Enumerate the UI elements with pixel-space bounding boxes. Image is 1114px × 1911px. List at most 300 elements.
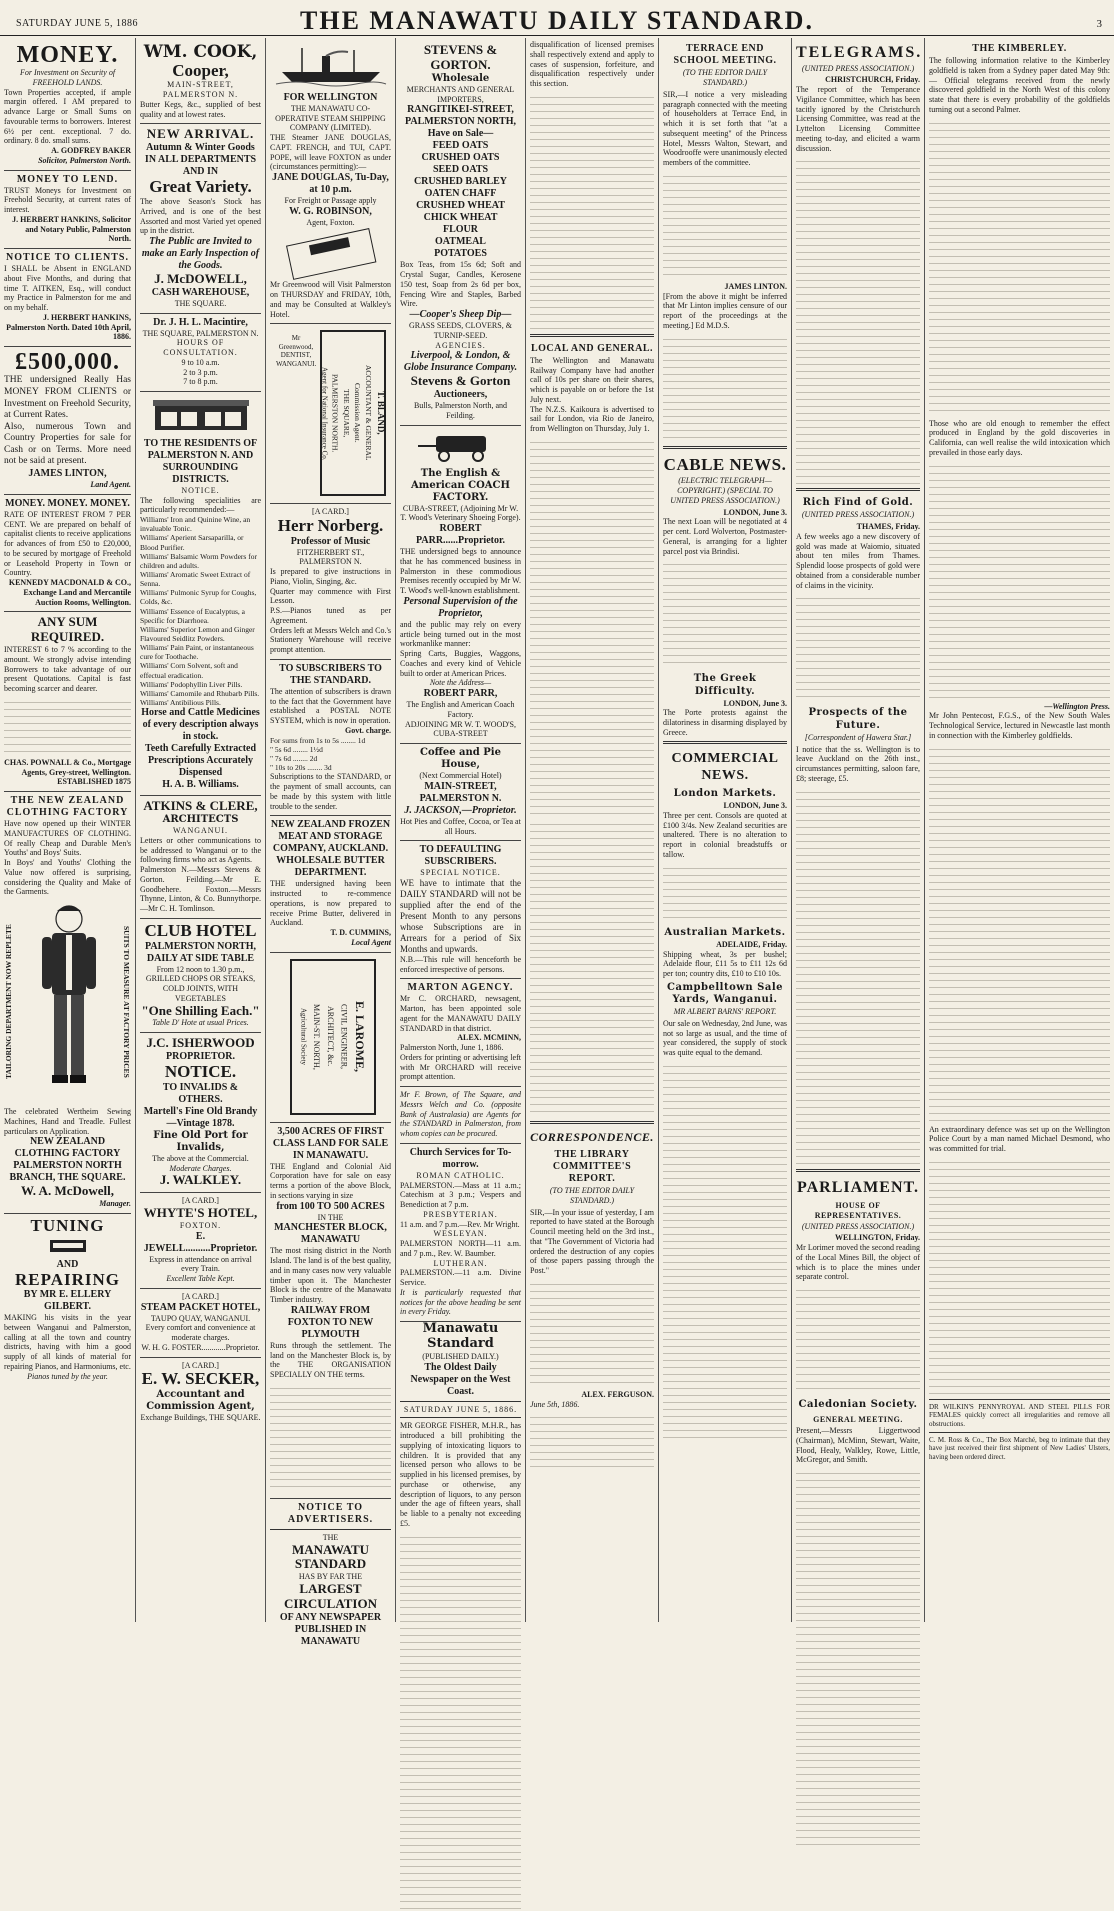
ad-well-title: FOR WELLINGTON — [283, 91, 378, 103]
ad-steam-addr: TAUPO QUAY, WANGANUI. — [150, 1313, 251, 1323]
ad-acres-in: IN THE — [317, 1212, 344, 1222]
list-item: Williams' Aromatic Sweet Extract of Senna. — [140, 570, 251, 589]
australian-title: Australian Markets. — [664, 926, 786, 938]
kimberley-body-lines-3 — [929, 743, 1110, 1123]
terrace-ed: [From the above it might be inferred that Mr Linton implies censure of our report of the proceedings at the meeting.] Ed M.D.S. — [663, 291, 787, 330]
ad-ish-brandy: Martell's Fine Old Brandy—Vintage 1878. — [143, 1105, 258, 1129]
ad-cpie-prop: J. JACKSON,—Proprietor. — [404, 804, 517, 816]
column-3 — [266, 38, 396, 1647]
ad-norberg-orders: Orders left at Messrs Welch and Co.'s Stationery Warehouse will receive prompt attention. — [270, 625, 391, 655]
church-pres-text: 11 a.m. and 7 p.m.—Rev. Mr Wright. — [400, 1219, 520, 1229]
local-general-text2: The N.Z.S. Kaikoura is advertised to sail for London, via Rio de Janeiro, from Wellington on Thursday, July 1. — [530, 404, 654, 434]
terrace-body-lines-2 — [663, 333, 787, 443]
ad-norberg — [270, 504, 391, 660]
ad-secker-sub: Accountant and Commission Agent, — [146, 1389, 255, 1413]
ad-ish-title: J.C. ISHERWOOD — [146, 1035, 255, 1051]
gold-title: Rich Find of Gold. — [802, 497, 914, 509]
ad-sg-sub2: MERCHANTS AND GENERAL IMPORTERS, — [406, 84, 515, 104]
ad-arrival-title: NEW ARRIVAL. — [146, 126, 255, 142]
ad-marton — [400, 979, 521, 1087]
ad-any-title: ANY SUM REQUIRED. — [30, 614, 105, 645]
ad-mws-pub: PUBLISHED IN MANAWATU — [294, 1624, 367, 1647]
ad-coach-factory — [400, 426, 521, 744]
ad-nz-sign: W. A. McDowell, — [20, 1183, 115, 1199]
kimberley-body-lines-4 — [929, 1156, 1110, 1396]
ad-acres-range: from 100 TO 500 ACRES — [276, 1200, 385, 1212]
ad-money-text: Town Properties accepted, if ample margin offered. I AM prepared to advance Large or Small Sums on favourable terms to borrowers. Interest 6½ per cent. exceptional. 7 do. ordinary. 8 do. small sums. — [4, 87, 131, 146]
correspondence-sub: THE LIBRARY COMMITTEE'S REPORT. — [552, 1148, 632, 1184]
ad-secker-card: [A CARD.] — [182, 1360, 219, 1370]
ad-arrival-invite: The Public are Invited to make an Early Inspection of the Goods. — [141, 236, 260, 271]
ad-sg-text: Box Teas, from 15s 6d; Soft and Crystal Sugar, Candles, Kerosene 150 test, Soap from 2s 6d per box, Fencing Wire and Staples, Barbed Wire. — [400, 260, 521, 309]
ad-money-sub: For Investment on Security of FREEHOLD LANDS. — [19, 68, 116, 87]
article-continued: disqualification of licensed premises shall respectively extend and apply to cases of suspension, forfeiture, and disqualification respectively under this section. — [530, 40, 654, 88]
ad-macintire — [140, 314, 261, 393]
ad-sg-sub: Wholesale — [431, 72, 490, 84]
commercial-title: COMMERCIAL NEWS. — [671, 750, 779, 783]
list-item: Williams' Podophyllin Liver Pills. — [140, 679, 243, 689]
ad-steam-card: [A CARD.] — [182, 1291, 219, 1301]
ad-sub-text: The attention of subscribers is drawn to the fact that the Government have established a POSTAL NOTE SYSTEM, which is now in operation. — [270, 686, 391, 726]
ad-well-sign2: Agent, Foxton. — [306, 217, 355, 227]
ad-cpie-addr: MAIN-STREET, PALMERSTON N. — [419, 780, 502, 804]
list-item: OATEN CHAFF — [424, 188, 497, 200]
ad-mws-the: THE — [322, 1532, 339, 1542]
list-item: Williams' Pain Paint, or instantaneous cure for Toothache. — [140, 643, 254, 662]
kimberley-body-lines — [929, 117, 1110, 417]
ad-mac-hours: HOURS OF CONSULTATION. — [163, 338, 238, 358]
ad-ish-mod: Moderate Charges. — [169, 1163, 232, 1173]
cable-text: The next Loan will be negotiated at 4 per cent. Lord Wolverton, Postmaster-General, is arranging for a lighter parcel post via Brindisi. — [663, 517, 787, 556]
column-5 — [526, 38, 659, 1622]
caledonian-title: Caledonian Society. — [798, 1399, 918, 1411]
ad-nz-branch: NEW ZEALAND CLOTHING FACTORY PALMERSTON NORTH BRANCH, THE SQUARE. — [9, 1136, 126, 1184]
ad-froz-sub: WHOLESALE BUTTER DEPARTMENT. — [276, 855, 385, 879]
ad-acres-text: THE England and Colonial Aid Corporation have for sale on easy terms a portion of the above Block, in sections varying in size — [270, 1161, 391, 1200]
column-8 — [925, 38, 1114, 1622]
correspondence-title: CORRESPONDENCE. — [530, 1129, 654, 1144]
local-general-body-lines-2 — [530, 818, 654, 1118]
editorial-body-lines — [400, 1531, 521, 1911]
ad-coach-text2: and the public may rely on every article being turned out in the most workmanlike manner: — [400, 619, 521, 649]
kimberley-body-lines-2 — [929, 460, 1110, 700]
ad-norberg-text2: Quarter may commence with First Lesson. — [270, 586, 391, 606]
telegrams-sub: (UNITED PRESS ASSOCIATION.) — [801, 63, 915, 73]
ad-frozen-meat — [270, 816, 391, 952]
card2-line: E. LAROME, — [353, 1000, 368, 1072]
ad-tuning-repairing: REPAIRING — [14, 1269, 121, 1289]
ad-mmm-sign: KENNEDY MACDONALD & CO., Exchange Land and Mercantile Auction Rooms, Wellington. — [8, 578, 131, 607]
ad-coach-sign2: The English and American Coach Factory. — [406, 700, 515, 719]
card1-line: THE SQUARE, — [341, 389, 351, 438]
column-2 — [136, 38, 266, 1622]
correspondence-date: June 5th, 1886. — [530, 1399, 580, 1409]
ad-sg-ins: Liverpool, & London, & Globe Insurance Company. — [403, 350, 518, 374]
ad-secker — [140, 1358, 261, 1427]
ad-card-rotated-2 — [270, 953, 391, 1123]
church-rc-text: PALMERSTON.—Mass at 11 a.m.; Catechism at 3 p.m.; Vespers and Benediction at 7 p.m. — [400, 1180, 521, 1210]
ad-coach-sign3: ADJOINING MR W. T. WOOD'S, CUBA-STREET — [404, 719, 516, 739]
ad-atkins-text: Letters or other communications to be addressed to Wanganui or to the following firms who act as Agents. — [140, 835, 261, 865]
editorial-text: MR GEORGE FISHER, M.H.R., has introduced a bill prohibiting the supplying of intoxicating liquors to children. It is provided that any licensed person who allows to be supplied in his licensed premises, by purchase or otherwise, any description of liquors, to any person under the age of fifteen years, shall be liable to a penalty not exceeding £5. — [400, 1421, 521, 1528]
ad-coach-text: THE undersigned begs to announce that he has commenced business in Palmerston in these commodious Premises recently occupied by Mr W. T. Wood's well-known establishment. — [400, 547, 521, 596]
list-item: CHICK WHEAT — [423, 212, 498, 224]
ad-nz-clothing — [4, 792, 131, 1214]
ad-ish-sign: J. WALKLEY. — [159, 1172, 242, 1188]
editorial — [400, 1322, 521, 1911]
ad-any-sign: CHAS. POWNALL & Co., Mortgage Agents, Grey-street, Wellington. ESTABLISHED 1875 — [4, 757, 131, 787]
ad-sg-seeds: GRASS SEEDS, CLOVERS, & TURNIP-SEED. — [409, 321, 512, 340]
ad-whyte-table: Excellent Table Kept. — [166, 1274, 235, 1284]
ad-500000-text2: Also, numerous Town and Country Properties for sale for Cash or on Terms. More need not be said at present. — [4, 421, 131, 467]
gold-body-lines — [796, 592, 920, 702]
ad-steam-prop: W. H. G. FOSTER............Proprietor. — [141, 1342, 260, 1352]
ad-froz-title: NEW ZEALAND FROZEN MEAT AND STORAGE COMPANY, AUCKLAND. — [270, 819, 391, 855]
correspondence-body-lines-2 — [530, 1411, 654, 1471]
correspondence-sign: ALEX. FERGUSON. — [581, 1389, 654, 1399]
ad-well-sign: W. G. ROBINSON, — [289, 205, 372, 217]
cable-body-lines — [663, 558, 787, 668]
kimberley-text4: An extraordinary defence was set up on the Wellington Police Court by a man named Michael Desmond, who was committed for trial. — [929, 1124, 1110, 1154]
church-rc: ROMAN CATHOLIC. — [416, 1170, 505, 1180]
ad-atkins-title: ATKINS & CLERE, — [143, 798, 258, 814]
list-item: Williams' Iron and Quinine Wine, an invaluable Tonic. — [140, 515, 251, 534]
campbelltown-sub: MR ALBERT BARNS' REPORT. — [673, 1007, 777, 1017]
ad-arrival-sign2: CASH WAREHOUSE, — [151, 286, 250, 298]
ad-well-freight: For Freight or Passage apply — [284, 196, 377, 205]
ad-card2-box — [290, 959, 376, 1115]
card1-line: ACCOUNTANT & GENERAL — [364, 365, 374, 461]
list-item: CRUSHED BARLEY — [413, 176, 508, 188]
ad-sg-auct3: Bulls, Palmerston North, and Feilding. — [413, 401, 508, 421]
ad-mar-sign: ALEX. MCMINN, — [457, 1033, 521, 1043]
card1-line: PALMERSTON NORTH. — [330, 374, 340, 453]
masthead — [0, 0, 1114, 36]
ad-ish-commerc: The above at the Commercial. — [152, 1153, 249, 1163]
ad-cpie-text: Hot Pies and Coffee, Cocoa, or Tea at all Hours. — [400, 816, 521, 836]
ad-nz-figure-box — [4, 897, 131, 1107]
column-4 — [396, 38, 526, 1622]
ad-williams-pres: Prescriptions Accurately Dispensed — [147, 755, 254, 779]
ad-cook — [140, 40, 261, 124]
ad-sub-title: TO SUBSCRIBERS TO THE STANDARD. — [279, 662, 382, 686]
ad-acres-text3: Runs through the settlement. The land on the Manchester Block is, by the THE ORGANISATION SPECIALLY ON THE terms. — [270, 1340, 391, 1379]
ad-def-sub: SPECIAL NOTICE. — [420, 868, 501, 878]
ad-sg-addr: RANGITIKEI-STREET, PALMERSTON NORTH, — [405, 104, 516, 128]
kimberley-title: THE KIMBERLEY. — [972, 43, 1067, 54]
ad-arrival-sign3: THE SQUARE. — [174, 298, 227, 308]
ad-sg-agencies: AGENCIES. — [435, 340, 486, 350]
ad-williams-sign: H. A. B. Williams. — [162, 779, 239, 791]
ad-mws-title: MANAWATU STANDARD — [291, 1541, 370, 1572]
local-general-text: The Wellington and Manawatu Railway Company have had another call of 10s per share on their shares, which is payable on or before the 1st July next. — [530, 355, 654, 404]
telegrams-body-lines — [796, 155, 920, 485]
parliament-body-lines — [796, 1284, 920, 1394]
card2-line: Agricultural Society — [299, 1008, 308, 1065]
ad-arrival-big: Great Variety. — [149, 177, 252, 197]
ad-money-sign2: Solicitor, Palmerston North. — [38, 155, 131, 165]
correspondence-to: (TO THE EDITOR DAILY STANDARD.) — [549, 1186, 635, 1205]
column-1 — [0, 38, 136, 1622]
shop-front-illustration — [151, 398, 251, 432]
ad-500000-text: THE undersigned Really Has MONEY FROM CLIENTS or Investment on Freehold Security, at Current Rates. — [4, 375, 131, 421]
church-title: Church Services for To-morrow. — [409, 1146, 512, 1170]
greek-title: The Greek Difficulty. — [693, 673, 757, 697]
card1-line: T. BLAND, — [376, 391, 387, 436]
cable-sub: (ELECTRIC TELEGRAPH—COPYRIGHT.) (SPECIAL TO UNITED PRESS ASSOCIATION.) — [670, 476, 780, 505]
editorial-pub: (PUBLISHED DAILY.) — [422, 1351, 499, 1361]
ad-brown-agents — [400, 1087, 521, 1144]
ad-500000-sign: JAMES LINTON, — [28, 468, 107, 479]
ad-norberg-sub: Professor of Music — [290, 535, 371, 547]
ad-whyte — [140, 1193, 261, 1289]
coach-illustration — [416, 432, 506, 462]
ad-notice-advertisers — [270, 1499, 391, 1652]
terrace-title: TERRACE END SCHOOL MEETING. — [673, 43, 777, 67]
ad-def-nb: N.B.—This rule will henceforth be enforced irrespective of persons. — [400, 954, 521, 974]
card1-line: Commission Agent. — [352, 383, 362, 444]
kimberley-text3: Mr John Pentecost, F.G.S., of the New South Wales Technological Service, lectured in Newcastle last month in connection with the Kimberley goldfields. — [929, 711, 1110, 740]
ad-tuning-foot: Pianos tuned by the year. — [27, 1371, 108, 1381]
parliament-text: Mr Lorimer moved the second reading of the Local Mines Bill, the object of which is to place the mines under separate control. — [796, 1243, 920, 1282]
ad-tuning-by: BY MR E. ELLERY GILBERT. — [23, 1289, 112, 1313]
commercial-sub: London Markets. — [673, 787, 777, 799]
ad-money — [4, 40, 131, 171]
ad-cpie-title: Coffee and Pie House, — [420, 747, 501, 771]
greek-date: LONDON, June 3. — [723, 698, 787, 708]
card1-line: Agent for National Insurance Co. — [320, 366, 329, 460]
ad-tuning-and: AND — [56, 1258, 79, 1270]
ad-well-text: THE Steamer JANE DOUGLAS, CAPT. FRENCH, and TUI, CAPT. POPE, will leave FOXTON as under (circumstances permitting):— — [270, 133, 391, 172]
gold-text: A few weeks ago a new discovery of gold was made at Waiomio, situated about ten miles from Thames. Splendid loose prospects of gold were obtained from a considerable number of claims in the vicinity. — [796, 531, 920, 590]
ad-ish-notice: NOTICE. — [164, 1062, 237, 1082]
column-7 — [792, 38, 925, 1622]
ad-500000-title: £500,000. — [15, 349, 120, 376]
ad-whyte-prop: E. JEWELL..........Proprietor. — [143, 1230, 258, 1254]
list-item: OATMEAL — [435, 236, 486, 248]
ad-sg-auct2: Auctioneers, — [433, 389, 488, 401]
parliament-title: PARLIAMENT. — [797, 1178, 919, 1196]
ad-nz-text2: In Boys' and Youths' Clothing the Value now offered is surprising, considering the Quality and Make of the Garments. — [4, 858, 131, 897]
parliament-sub2: (UNITED PRESS ASSOCIATION.) — [801, 1221, 915, 1231]
ad-steam-packet — [140, 1289, 261, 1358]
ad-nz-bottom: The celebrated Wertheim Sewing Machines, Hand and Treadle. Fullest particulars on Application. — [4, 1107, 131, 1136]
ad-mmm-text: RATE OF INTEREST FROM 7 PER CENT. We are prepared on behalf of capitalist clients to receive applications for advances of from £50 to £20,000, to be secured by mortgage of Freehold or Leasehold Property in Town or Country. — [4, 509, 131, 578]
ad-mws-largest: LARGEST CIRCULATION — [284, 1581, 377, 1612]
greek-text: The Porte protests against the dilatoriness in disarming displayed by Greece. — [663, 708, 787, 737]
ad-tuning — [4, 1214, 131, 1385]
ad-mac-h3: 7 to 8 p.m. — [183, 377, 218, 387]
ad-def-text: WE have to intimate that the DAILY STANDARD will not be supplied after the end of the Present Month to any persons whose Subscriptions are in Arrears for a period of Six Months and upwards. — [400, 878, 521, 954]
church-lut: LUTHERAN. — [433, 1258, 488, 1268]
list-item: Williams' Pulmonic Syrup for Coughs, Colds, &c. — [140, 588, 257, 607]
list-item: Williams' Antibilious Pills. — [140, 698, 221, 707]
ad-cook-trade: Cooper, — [172, 60, 229, 80]
ad-sg-auct: Stevens & Gorton — [410, 373, 511, 389]
page-number: 3 — [1096, 18, 1102, 30]
campbelltown-body-lines — [663, 1060, 787, 1440]
ad-norberg-card: [A CARD.] — [312, 507, 349, 517]
cable-date: LONDON, June 3. — [723, 507, 787, 517]
ad-sg-title: STEVENS & GORTON. — [423, 42, 498, 72]
correspondence-body-lines — [530, 1278, 654, 1388]
telegrams-date: CHRISTCHURCH, Friday. — [825, 75, 920, 85]
ad-lend-text: TRUST Moneys for Investment on Freehold Security, at current rates of interest. — [4, 185, 131, 215]
ad-nz-text: Have now opened up their WINTER MANUFACTURES OF CLOTHING. Of really Cheap and Durable Men's Youths' and Boys' Suits. — [4, 819, 131, 858]
ad-any-body-lines — [4, 696, 131, 756]
prospects-text: I notice that the ss. Wellington is to leave Auckland on the 26th inst., circumstances permitting, saloon fare, £8; steerage, £5. — [796, 744, 920, 783]
cable-title: CABLE NEWS. — [663, 454, 787, 474]
ad-cook-text: Butter Kegs, &c., supplied of best quality and at lowest rates. — [140, 99, 261, 119]
ad-coach-list: Spring Carts, Buggies, Waggons, Coaches and every kind of Vehicle built to order at American Prices. — [400, 649, 521, 678]
ad-mac-title: Dr. J. H. L. Macintire, — [153, 316, 248, 328]
ad-williams — [140, 392, 261, 796]
prospects-body-lines — [796, 786, 920, 1166]
ad-acres — [270, 1123, 391, 1499]
ad-money-money — [4, 495, 131, 613]
ad-coach-title: The English & American COACH FACTORY. — [411, 467, 510, 503]
ad-subscribers — [270, 660, 391, 816]
ad-arrival-sub: Autumn & Winter Goods IN ALL DEPARTMENTS AND IN — [144, 142, 257, 178]
list-item: FLOUR — [443, 224, 478, 236]
ad-mar-title: MARTON AGENCY. — [407, 982, 514, 994]
ad-notice-sign: J. HERBERT HANKINS, Palmerston North. Dated 10th April, 1886. — [6, 312, 131, 342]
ad-cook-addr: MAIN-STREET, PALMERSTON N. — [162, 80, 239, 100]
boy-suit-illustration — [24, 899, 114, 1104]
ad-cpie-sub: (Next Commercial Hotel) — [419, 771, 502, 781]
ad-money-sign: A. GODFREY BAKER — [51, 146, 131, 156]
church-note: It is particularly requested that notices for the above heading be sent in every Friday. — [400, 1287, 521, 1317]
ad-mws-of: OF ANY NEWSPAPER — [279, 1612, 382, 1623]
ad-well-foot: Mr Greenwood will Visit Palmerston on THURSDAY and FRIDAY, 10th, and may be Consulted at Walkley's Hotel. — [270, 280, 391, 319]
ad-ish-to: TO INVALIDS & OTHERS. — [162, 1081, 239, 1105]
ad-nz-side-left: TAILORING DEPARTMENT NOW REPLETE — [4, 924, 13, 1080]
ad-acres-text2: The most rising district in the North Island. The land is of the best quality, and in many cases now very valuable timber upon it. The Manchester Block is the centre of the Manawatu Timber industry. — [270, 1246, 391, 1304]
list-item: For sums from 1s to 5s ........ 1d — [270, 735, 366, 745]
ad-nz-side-right: SUITS TO MEASURE AT FACTORY PRICES — [122, 926, 131, 1079]
ad-williams-notice: NOTICE. — [181, 485, 220, 495]
ad-norberg-text: Is prepared to give instructions in Piano, Violin, Singing, &c. — [270, 567, 391, 586]
ad-notice-clients — [4, 249, 131, 347]
ad-froz-text: THE undersigned having been instructed to re-commence operations, is now prepared to receive Prime Butter, delivered in Auckland. — [270, 879, 391, 928]
ad-club-text: From 12 noon to 1.30 p.m., GRILLED CHOPS OR STEAKS, COLD JOINTS, WITH VEGETABLES — [145, 964, 256, 1003]
ad-card-rotated-1 — [270, 324, 391, 504]
gold-date: THAMES, Friday. — [856, 522, 920, 532]
ad-ish-sub: PROPRIETOR. — [166, 1051, 235, 1063]
ad-club-hotel — [140, 919, 261, 1033]
ad-club-title: CLUB HOTEL — [144, 920, 257, 940]
terrace-sign: JAMES LINTON. — [724, 281, 787, 291]
prospects-title: Prospects of the Future. — [808, 707, 908, 731]
list-item: " 5s 6d ........ 1½d — [270, 744, 323, 754]
piano-icon — [48, 1236, 88, 1256]
ad-tuning-text: MAKING his visits in the year between Wanganui and Palmerston, calling at all the town and country districts, having with him a good supply of all kinds of material for repairing Pianos, and Harmoniums, etc. — [4, 1313, 131, 1371]
ad-mac-addr: THE SQUARE, PALMERSTON N. — [142, 328, 259, 338]
ad-williams-teeth: Teeth Carefully Extracted — [144, 743, 257, 755]
church-wes: WESLEYAN. — [433, 1229, 488, 1239]
australian-text: Shipping wheat, 3s per bushel; Adelaide flour, £11 5s to £11 12s 6d per ton; country dits, £10 to £10 10s. — [663, 949, 787, 979]
commercial-date: LONDON, June 3. — [723, 801, 787, 811]
ad-mac-h2: 2 to 3 p.m. — [183, 367, 218, 377]
ad-acres-body-lines — [270, 1382, 391, 1492]
telegrams-title: TELEGRAMS. — [796, 44, 923, 61]
kimberley-text2: Those who are old enough to remember the effect produced in England by the gold discoveries in California, can well realise the wild intoxication which prevailed in those early days. — [929, 418, 1110, 457]
list-item: Williams' Corn Solvent, soft and effectual eradication. — [140, 661, 238, 680]
caledonian-body-lines — [796, 1467, 920, 1847]
ad-money-title: MONEY. — [16, 42, 119, 68]
correspondence-text: SIR,—In your issue of yesterday, I am reported to have stated at the Borough Council meeting held on the 3rd inst., that "The Government of Victoria had ordered the destruction of any copies of those papers passing through the Post." — [530, 1207, 654, 1276]
ad-atkins-list: Palmerston N.—Messrs Stevens & Gorton. Feilding.—Mr E. Goodbehere. Foxton.—Messrs Thynne, Linton, & Co. Bunnythorpe.—Mr C. H. Tomlinson. — [140, 865, 261, 914]
ad-arrival-sign: J. McDOWELL, — [154, 271, 247, 286]
parliament-date: WELLINGTON, Friday. — [835, 1233, 920, 1243]
ad-secker-title: E. W. SECKER, — [141, 1369, 260, 1389]
kimberley-sign: —Wellington Press. — [1044, 701, 1110, 711]
ad-whyte-title: WHYTE'S HOTEL, — [143, 1205, 258, 1221]
ad-coach-prop: ROBERT PARR......Proprietor. — [416, 523, 505, 547]
commercial-text: Three per cent. Consols are quoted at £100 3/4s. New Zealand securities are unaltered. There is no alteration to report in colonial breadstuffs or tallow. — [663, 810, 787, 859]
ad-acres-block: MANCHESTER BLOCK, MANAWATU — [274, 1222, 387, 1246]
kimberley-foot: DR WILKIN'S PENNYROYAL AND STEEL PILLS FOR FEMALES quickly correct all irregularities and remove all obstructions. — [929, 1402, 1110, 1428]
ad-defaulting — [400, 841, 521, 979]
list-item: " 10s to 20s ........ 3d — [270, 763, 332, 773]
list-item: Williams' Essence of Eucalyptus, a Specific for Diarrhoea. — [140, 606, 245, 625]
ad-whyte-card: [A CARD.] — [182, 1196, 219, 1206]
issue-date: SATURDAY JUNE 5, 1886 — [16, 18, 138, 29]
editorial-masthead: Manawatu Standard — [422, 1321, 499, 1352]
list-item: POTATOES — [434, 248, 487, 260]
list-item: SEED OATS — [432, 164, 489, 176]
ad-sg-dip: —Cooper's Sheep Dip— — [409, 309, 512, 321]
ad-williams-title: TO THE RESIDENTS OF PALMERSTON N. AND SURROUNDING DISTRICTS. — [143, 437, 258, 485]
ad-coach-sign: ROBERT PARR, — [423, 688, 498, 700]
ad-notice-text: I SHALL be Absent in ENGLAND about Five Months, and during that time T. AITKEN, Esq., will conduct my Practice in Palmerston for me and on my behalf. — [4, 264, 131, 313]
local-general-body-lines — [530, 436, 654, 816]
ad-notice-adv-title: NOTICE TO ADVERTISERS. — [287, 1501, 374, 1525]
ad-stevens-gorton — [400, 40, 521, 426]
ad-coach-note: Note the Address— — [429, 678, 492, 688]
ad-williams-list — [140, 515, 261, 707]
editorial-date: SATURDAY JUNE 5, 1886. — [403, 1404, 518, 1414]
ad-sub-foot: Subscriptions to the STANDARD, or the payment of small accounts, can be made by this system with little trouble to the sender. — [270, 772, 391, 811]
ad-mac-h1: 9 to 10 a.m. — [181, 357, 220, 367]
ad-sg-have: Have on Sale— — [427, 128, 494, 140]
editorial-oldest: The Oldest Daily Newspaper on the West Coast. — [410, 1361, 511, 1397]
parliament-sub: HOUSE OF REPRESENTATIVES. — [814, 1201, 902, 1220]
ad-club-sub2: DAILY AT SIDE TABLE — [146, 952, 255, 964]
article-body-lines — [530, 91, 654, 331]
ad-any-text: INTEREST 6 to 7 % according to the amount. We strongly advise intending Borrowers to take advantage of our present Quotations. Capital is fast becoming scarcer and dearer. — [4, 645, 131, 694]
ad-norberg-addr: FITZHERBERT ST., PALMERSTON N. — [296, 547, 365, 567]
ad-williams-text: The following specialities are particularly recommended:— — [140, 495, 261, 515]
card2-line: MAIN-ST. NORTH, — [312, 1003, 322, 1070]
church-lut-text: PALMERSTON.—11 a.m. Divine Service. — [400, 1268, 521, 1288]
ad-mar-text: Mr C. ORCHARD, newsagent, Marton, has been appointed sole agent for the MANAWATU DAILY STANDARD in that district. — [400, 994, 521, 1033]
ad-norberg-ps: P.S.—Pianos tuned as per Agreement. — [270, 606, 391, 625]
kimberley-text: The following information relative to the Kimberley goldfield is taken from a Sydney paper dated May 9th:— Official telegrams received from the newly discovered goldfield in the North West of this colony state that there is every probability of the goldfields turning out a second Palmer. — [929, 56, 1110, 114]
dentist-card-illustration — [281, 231, 381, 275]
ad-card1-stamp: Mr Greenwood, DENTIST, WANGANUI. — [276, 334, 317, 368]
ad-acres-title: 3,500 ACRES OF FIRST CLASS LAND FOR SALE IN MANAWATU. — [272, 1125, 389, 1161]
ad-new-arrival — [140, 124, 261, 313]
ad-notice-title: NOTICE TO CLIENTS. — [6, 252, 129, 264]
ad-tuning-title: TUNING — [30, 1216, 105, 1236]
ad-nz-title: THE NEW ZEALAND CLOTHING FACTORY — [6, 795, 129, 819]
church-pres: PRESBYTERIAN. — [423, 1209, 498, 1219]
ad-club-it: Table D' Hote at usual Prices. — [152, 1018, 249, 1028]
prospects-sub: [Correspondent of Hawera Star.] — [804, 732, 912, 742]
caledonian-text: Present,—Messrs Liggertwood (Chairman), McMinn, Stewart, Waite, Flood, Healy, Walkley, Rowe, Little, McGregor, and Smith. — [796, 1426, 920, 1465]
ad-whyte-text: Express in attendance on arrival every Train. — [149, 1254, 252, 1274]
